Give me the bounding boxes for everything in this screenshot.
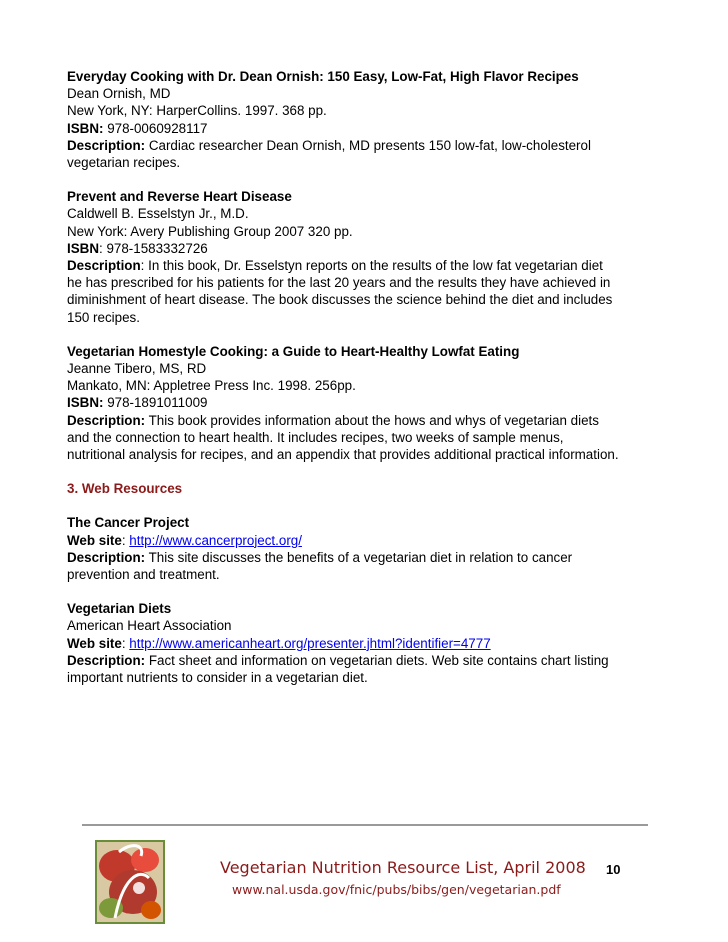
resource-description bbox=[67, 652, 667, 669]
book-publication: New York, NY: HarperCollins. 1997. 368 pp. bbox=[67, 103, 327, 119]
book-description bbox=[67, 137, 667, 154]
book-isbn: ISBN: 978-1583332726 bbox=[67, 240, 208, 256]
description-text: This site discusses the benefits of a vegetarian diet in relation to cancer bbox=[148, 549, 573, 565]
resource-link[interactable]: http://www.americanheart.org/presenter.jhtml?identifier=4777 bbox=[129, 635, 491, 651]
description-text: 150 recipes. bbox=[67, 309, 140, 325]
book-description bbox=[67, 412, 667, 429]
isbn-value: 978-0060928117 bbox=[107, 120, 208, 136]
isbn-label: ISBN: bbox=[67, 395, 104, 411]
description-label: Description bbox=[67, 258, 141, 274]
resource-organization: American Heart Association bbox=[67, 618, 232, 634]
isbn-label: ISBN: bbox=[67, 120, 104, 136]
web-resource-entry bbox=[67, 514, 667, 583]
book-title: Vegetarian Homestyle Cooking: a Guide to Heart-Healthy Lowfat Eating bbox=[67, 343, 520, 359]
book-title: Prevent and Reverse Heart Disease bbox=[67, 189, 292, 205]
description-label: Description: bbox=[67, 412, 146, 428]
resource-title: The Cancer Project bbox=[67, 515, 190, 531]
book-author: Caldwell B. Esselstyn Jr., M.D. bbox=[67, 206, 249, 222]
book-publication: New York: Avery Publishing Group 2007 320 pp. bbox=[67, 223, 353, 239]
book-entry bbox=[67, 343, 667, 463]
description-text: nutritional analysis for recipes, and an appendix that provides additional practical information. bbox=[67, 447, 619, 463]
description-label: Description: bbox=[67, 652, 146, 668]
resource-website: Web site: http://www.cancerproject.org/ bbox=[67, 532, 302, 548]
page-number: 10 bbox=[606, 862, 621, 877]
footer-divider bbox=[82, 824, 648, 826]
description-text: vegetarian recipes. bbox=[67, 155, 181, 171]
book-author: Jeanne Tibero, MS, RD bbox=[67, 361, 207, 377]
isbn-value: 978-1583332726 bbox=[106, 240, 208, 256]
resource-website: Web site: http://www.americanheart.org/presenter.jhtml?identifier=4777 bbox=[67, 635, 491, 651]
description-text: and the connection to heart health. It includes recipes, two weeks of sample menus, bbox=[67, 429, 564, 445]
page-content bbox=[67, 68, 667, 703]
section-heading: 3. Web Resources bbox=[67, 481, 183, 497]
book-entry bbox=[67, 188, 667, 326]
description-text: In this book, Dr. Esselstyn reports on the results of the low fat vegetarian diet bbox=[148, 258, 603, 274]
resource-title: Vegetarian Diets bbox=[67, 601, 172, 617]
description-label: Description: bbox=[67, 137, 146, 153]
description-text: diminishment of heart disease. The book discusses the science behind the diet and includes bbox=[67, 292, 613, 308]
book-author: Dean Ornish, MD bbox=[67, 86, 171, 102]
resource-description bbox=[67, 549, 667, 566]
vegetables-logo-icon bbox=[93, 838, 167, 926]
web-site-label: Web site bbox=[67, 635, 122, 651]
web-site-label: Web site bbox=[67, 532, 122, 548]
description-text: he has prescribed for his patients for the last 20 years and the results they have achieved in bbox=[67, 275, 611, 291]
isbn-label: ISBN bbox=[67, 240, 99, 256]
book-publication: Mankato, MN: Appletree Press Inc. 1998. 256pp. bbox=[67, 378, 356, 394]
web-resource-entry bbox=[67, 600, 667, 686]
description-text: Cardiac researcher Dean Ornish, MD presents 150 low-fat, low-cholesterol bbox=[148, 137, 591, 153]
description-label: Description: bbox=[67, 549, 146, 565]
book-isbn bbox=[67, 120, 667, 137]
resource-link[interactable]: http://www.cancerproject.org/ bbox=[129, 532, 302, 548]
footer-title: Vegetarian Nutrition Resource List, April 2008 bbox=[220, 858, 586, 877]
book-description: Description: In this book, Dr. Esselstyn reports on the results of the low fat vegetarian diet bbox=[67, 258, 603, 274]
book-isbn bbox=[67, 394, 667, 411]
isbn-value: 978-1891011009 bbox=[107, 395, 208, 411]
description-text: important nutrients to consider in a vegetarian diet. bbox=[67, 670, 368, 686]
description-text: Fact sheet and information on vegetarian diets. Web site contains chart listing bbox=[148, 652, 609, 668]
description-text: This book provides information about the hows and whys of vegetarian diets bbox=[148, 412, 599, 428]
footer-url: www.nal.usda.gov/fnic/pubs/bibs/gen/vegetarian.pdf bbox=[232, 882, 561, 897]
book-entry bbox=[67, 68, 667, 171]
description-text: prevention and treatment. bbox=[67, 567, 220, 583]
book-title: Everyday Cooking with Dr. Dean Ornish: 150 Easy, Low-Fat, High Flavor Recipes bbox=[67, 69, 579, 84]
